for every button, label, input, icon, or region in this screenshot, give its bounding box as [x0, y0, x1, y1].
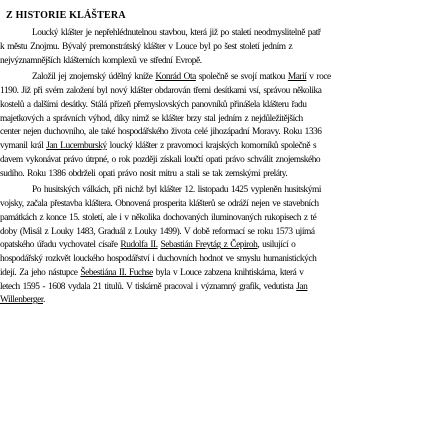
person-link[interactable]: Konrád Ota [155, 72, 196, 83]
text-run: , usilující o [257, 240, 296, 251]
text-run: 1190. Již při svém založení byl nový klášter obdarován třemi desítkami vsí, správou několika [0, 86, 322, 96]
text-line [0, 239, 434, 253]
text-run: Loucký klášter je nepřehlédnutelnou stavbou, která již po staletí neodmyslitelně patř [32, 28, 321, 38]
text-run: společně se svojí matkou [195, 72, 288, 83]
text-line [0, 85, 434, 99]
text-run: center nejen duchovního, ale také hospodářského života celé jihozápadní Moravy. Roku 1336 [0, 127, 322, 138]
text-line [0, 126, 434, 140]
text-line [0, 267, 434, 281]
text-run: vojsky, začala přestavba kláštera. Obnovená prosperita klášterů se odráží nejen ve stavebních [0, 199, 319, 209]
text-line [0, 184, 434, 198]
person-link[interactable]: Jan Lucemburský [46, 141, 107, 151]
text-line [0, 198, 434, 212]
paragraph [0, 27, 434, 68]
text-run: . [43, 295, 45, 306]
text-run: k městu Znojmu. Bývalý premonstrátský klášter v Louce byl po šest století jedním z [0, 41, 293, 52]
text-line [0, 212, 434, 226]
person-link[interactable]: Jan [296, 281, 308, 292]
text-line [0, 154, 434, 168]
text-run: vymanil král [0, 141, 47, 151]
person-link[interactable]: Sebastián Freytág z Čepiroh [160, 240, 258, 251]
text-line [0, 99, 434, 113]
text-run: sudího. Roku 1386 obdrželi opati právo nosit mitru a stali se tak zemskými preláty. [0, 168, 288, 179]
article-body [0, 27, 434, 308]
text-line [0, 294, 434, 308]
text-run: nejvýznamnějších klášterních komplexů ve střední Evropě. [0, 55, 202, 66]
person-link[interactable]: Šebestiána II. Fuchse [80, 267, 153, 278]
text-run: opatského úřadu vychovatel císaře [0, 240, 121, 251]
text-run: hospodářský rozkvět louckého hospodářství i duchovních hodnot ve smyslu humanistických [0, 254, 317, 264]
text-run: doby (Misál z Louky 1483, Graduál z Louky 1499). V době reformací se roku 1573 ujímá [0, 226, 315, 237]
text-line [0, 253, 434, 267]
page-heading: Z HISTORIE KLÁŠTERA [6, 10, 126, 21]
person-link[interactable]: Marií [287, 72, 307, 83]
text-run: idejí. Za jeho nástupce [0, 267, 81, 278]
text-line [0, 71, 434, 85]
text-line [0, 168, 434, 182]
text-run: památkách z konce 15. století, ale i v několika dochovaných iluminovaných rukopisech z té [0, 212, 317, 223]
text-line [0, 226, 434, 240]
text-line [0, 113, 434, 127]
text-line [0, 41, 434, 55]
text-run: letech 1595 - 1608 vydala 21 titulů. V tiskárně pracoval i významný grafik, vedutista [0, 281, 297, 292]
text-run: Po husitských válkách, při nichž byl klášter 12. listopadu 1425 vypleněn husitskými [32, 185, 321, 196]
text-run: kostelů a dalšími desátky. Stálá přízeň přemyslovských panovníků přinášela klášteru řadu [0, 99, 307, 110]
paragraph [0, 71, 434, 181]
paragraph [0, 184, 434, 308]
text-run: byla v Louce zabzena knihtiskárna, která v [152, 267, 304, 278]
text-line [0, 27, 434, 41]
text-run: majetkových a správních výhod, díky nimž se klášter brzy stal jedním z nejdůležitějších [0, 113, 303, 124]
text-run: Založil jej znojemský údělný kníže [32, 72, 156, 83]
person-link[interactable]: Willenberger [0, 295, 43, 306]
person-link[interactable]: Rudolfa II. [120, 240, 158, 251]
text-run: v roce [306, 72, 331, 83]
text-run: loucký klášter z pravomoci krajských komorníků společně s [106, 141, 317, 151]
text-line [0, 281, 434, 295]
text-line [0, 55, 434, 69]
text-run: davem vykonávat právo útrpné, o rok později získali loučtí opati právo schválit znojemského [0, 154, 321, 165]
text-line [0, 140, 434, 154]
